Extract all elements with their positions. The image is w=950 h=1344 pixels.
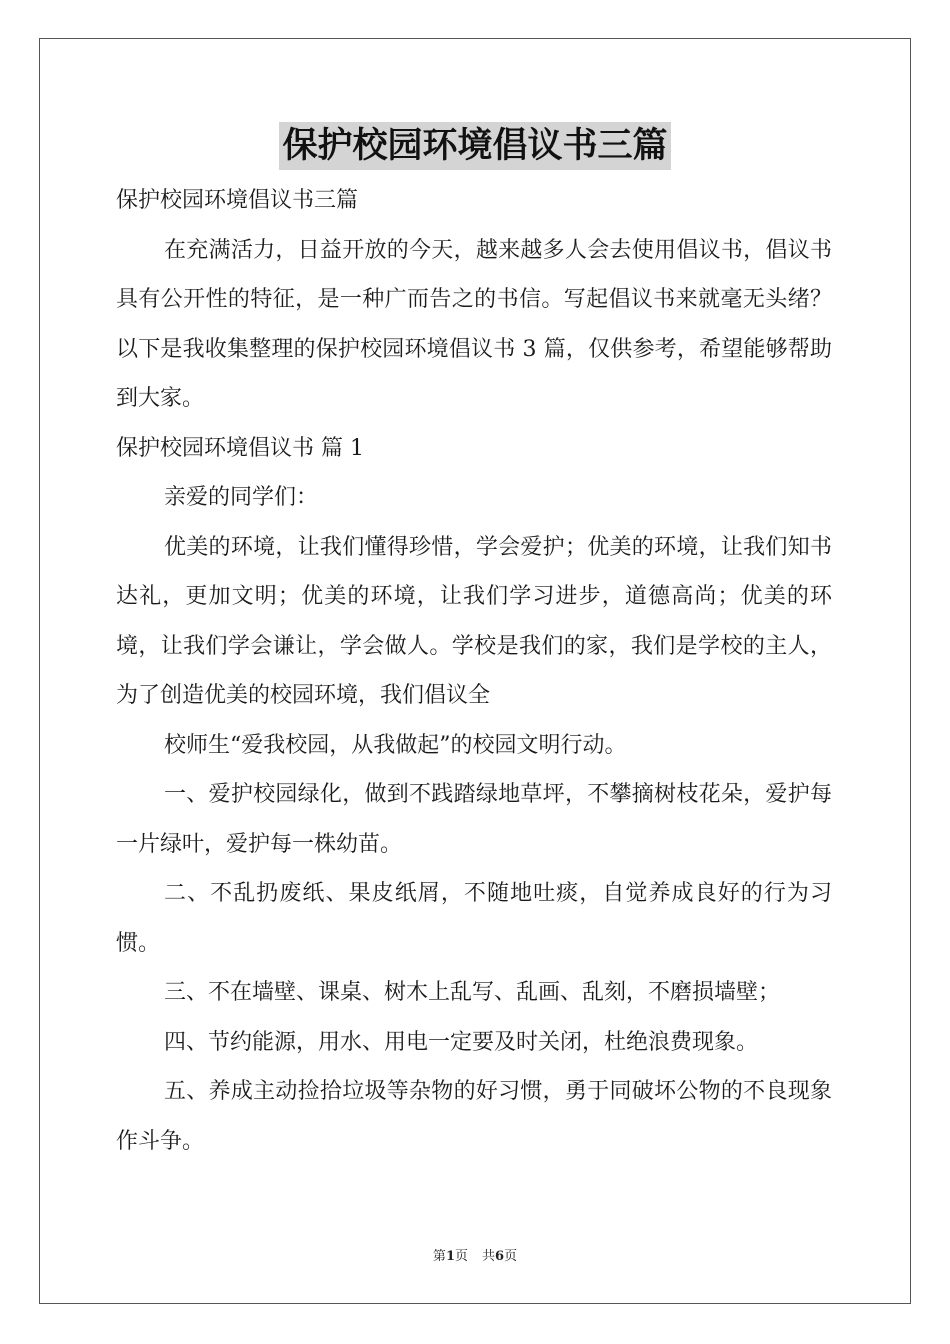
page-label-prefix: 第 [432,1249,446,1264]
page-label-suffix: 页 [454,1249,468,1264]
title-container [0,122,950,170]
total-label-prefix: 共 [482,1249,496,1264]
paragraph: 一、爱护校园绿化，做到不践踏绿地草坪，不攀摘树枝花朵，爱护每一片绿叶，爱护每一株幼苗。 [116,782,832,857]
paragraph: 校师生“爱我校园，从我做起”的校园文明行动。 [164,732,627,758]
paragraph: 保护校园环境倡议书 篇 1 [116,435,364,461]
page-total: 6 [495,1249,505,1264]
page-footer [0,1245,950,1264]
page-current: 1 [445,1249,455,1264]
paragraph: 在充满活力，日益开放的今天，越来越多人会去使用倡议书，倡议书具有公开性的特征，是一种广而告之的书信。写起倡议书来就毫无头绪？以下是我收集整理的保护校园环境倡议书 3 篇，仅供参考，希望能够帮助到大家。 [116,237,832,411]
paragraph: 优美的环境，让我们懂得珍惜，学会爱护；优美的环境，让我们知书达礼，更加文明；优美的环境，让我们学习进步，道德高尚；优美的环境，让我们学会谦让，学会做人。学校是我们的家，我们是学校的主人，为了创造优美的校园环境，我们倡议全 [116,534,832,708]
paragraph: 保护校园环境倡议书三篇 [116,188,359,213]
total-label-suffix: 页 [504,1249,518,1264]
document-title: 保护校园环境倡议书三篇 [279,122,670,170]
paragraph: 三、不在墙壁、课桌、树木上乱写、乱画、乱刻，不磨损墙壁； [164,980,781,1005]
paragraph: 五、养成主动捡拾垃圾等杂物的好习惯，勇于同破坏公物的不良现象作斗争。 [116,1079,832,1154]
paragraph: 二、不乱扔废纸、果皮纸屑，不随地吐痰，自觉养成良好的行为习惯。 [116,881,832,956]
paragraph: 亲爱的同学们： [164,485,319,510]
paragraph: 四、节约能源，用水、用电一定要及时关闭，杜绝浪费现象。 [164,1029,759,1055]
document-body [116,176,832,1166]
